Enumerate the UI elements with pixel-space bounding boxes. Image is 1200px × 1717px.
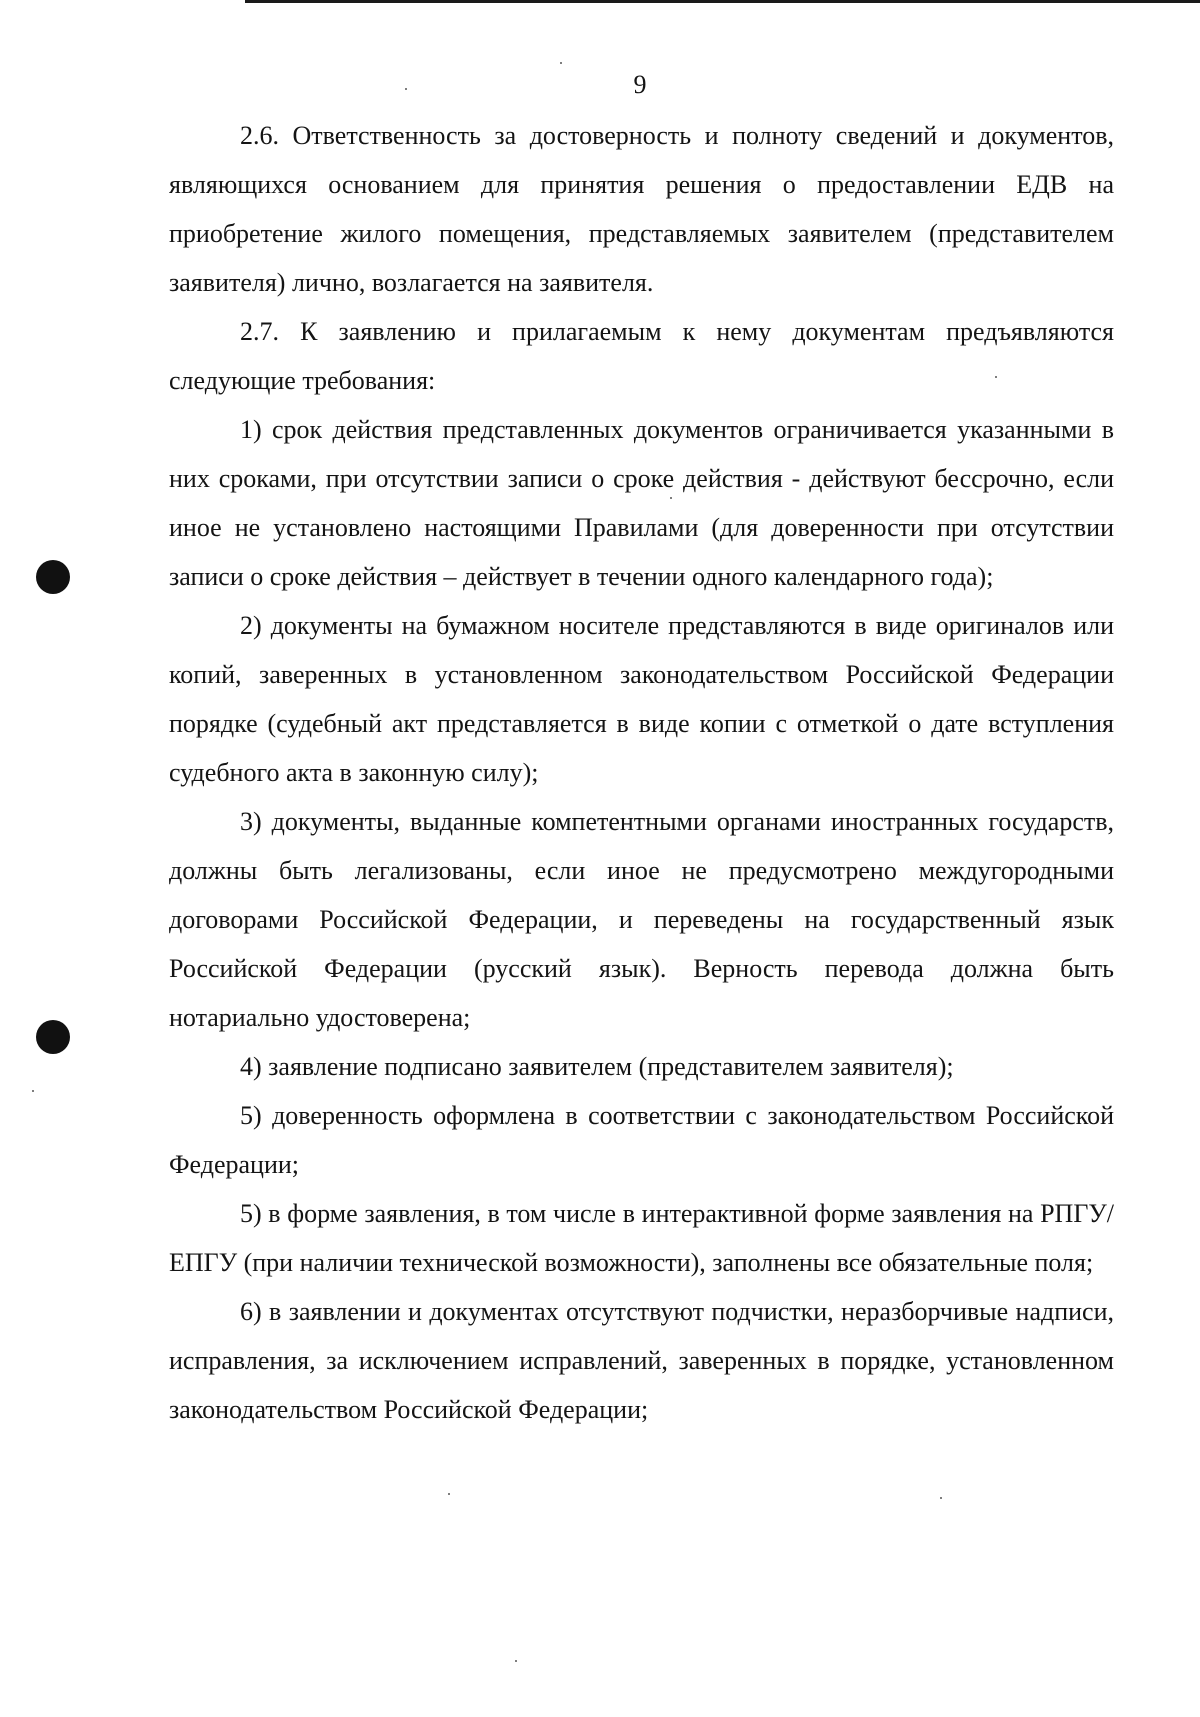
paragraph-2-7: 2.7. К заявлению и прилагаемым к нему документам предъявляются следующие требования: [169,317,1114,395]
list-item-4: 4) заявление подписано заявителем (представителем заявителя); [240,1052,954,1081]
list-item-5b: 5) в форме заявления, в том числе в интерактивной форме заявления на РПГУ/ЕПГУ (при наличии технической возможности), заполнены все обязательные поля; [169,1199,1114,1277]
scan-speck [940,1497,942,1499]
list-item-2: 2) документы на бумажном носителе представляются в виде оригиналов или копий, заверенных в установленном законодательством Российской Федерации порядке (судебный акт представляется в виде копии с отметкой о дате вступления судебного акта в законную силу); [169,611,1114,787]
scan-speck [560,62,562,64]
scan-speck [515,1660,517,1662]
scan-speck [32,1090,34,1092]
list-item-1: 1) срок действия представленных документов ограничивается указанными в них сроками, при отсутствии записи о сроке действия - действуют бессрочно, если иное не установлено настоящими Правилами (для доверенности при отсутствии записи о сроке действия – действует в течении одного календарного года); [169,415,1114,591]
paragraph-2-6: 2.6. Ответственность за достоверность и полноту сведений и документов, являющихся основанием для принятия решения о предоставлении ЕДВ на приобретение жилого помещения, представляемых заявителем (представителем заявителя) лично, возлагается на заявителя. [169,121,1114,297]
list-item-5a: 5) доверенность оформлена в соответствии с законодательством Российской Федерации; [169,1101,1114,1179]
scan-speck [405,88,407,90]
page-number: 9 [633,70,647,99]
punch-hole-mark [36,560,70,594]
scan-speck [448,1493,450,1495]
list-item-6: 6) в заявлении и документах отсутствуют подчистки, неразборчивые надписи, исправления, за исключением исправлений, заверенных в порядке, установленном законодательством Российской Федерации; [169,1297,1114,1424]
list-item-3: 3) документы, выданные компетентными органами иностранных государств, должны быть легализованы, если иное не предусмотрено междугородными договорами Российской Федерации, и переведены на государственный язык Российской Федерации (русский язык). Верность перевода должна быть нотариально удостоверена; [169,807,1114,1032]
punch-hole-mark [36,1020,70,1054]
document-body [169,111,1114,1434]
scan-top-border [245,0,1200,3]
